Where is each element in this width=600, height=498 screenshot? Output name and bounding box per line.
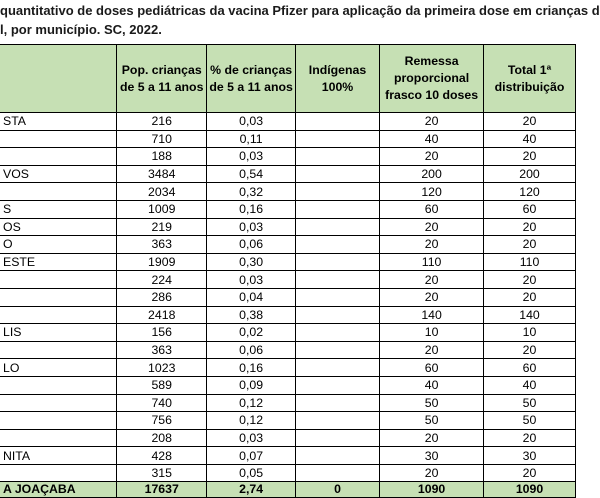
table-row: [0, 306, 576, 324]
total-remessa: 1090: [380, 482, 484, 498]
cell-remessa: 20: [380, 236, 484, 254]
cell-pct: 0,03: [207, 429, 296, 447]
cell-pop: 710: [117, 130, 207, 148]
cell-total: 200: [484, 165, 576, 183]
table-header: [0, 45, 576, 113]
cell-municipio: [0, 148, 117, 166]
cell-municipio: LO: [0, 359, 117, 377]
cell-total: 40: [484, 376, 576, 394]
cell-total: 20: [484, 271, 576, 289]
cell-pct: 0,03: [207, 148, 296, 166]
cell-indigenas: [295, 218, 379, 236]
cell-pop: 286: [117, 288, 207, 306]
cell-remessa: 110: [380, 253, 484, 271]
cell-pop: 1909: [117, 253, 207, 271]
cell-municipio: [0, 306, 117, 324]
total-municipio: A JOAÇABA: [0, 482, 117, 498]
cell-indigenas: [295, 236, 379, 254]
cell-remessa: 120: [380, 183, 484, 201]
cell-municipio: OS: [0, 218, 117, 236]
cell-total: 60: [484, 200, 576, 218]
cell-pop: 156: [117, 324, 207, 342]
cell-pop: 188: [117, 148, 207, 166]
table-row: [0, 464, 576, 482]
cell-remessa: 20: [380, 341, 484, 359]
cell-total: 140: [484, 306, 576, 324]
cell-total: 20: [484, 464, 576, 482]
cell-pop: 756: [117, 412, 207, 430]
cell-remessa: 200: [380, 165, 484, 183]
cell-pct: 0,06: [207, 341, 296, 359]
cell-total: 20: [484, 288, 576, 306]
total-pop: 17637: [117, 482, 207, 498]
table-footer: [0, 482, 576, 498]
cell-indigenas: [295, 253, 379, 271]
cell-remessa: 20: [380, 288, 484, 306]
cell-remessa: 40: [380, 376, 484, 394]
cell-total: 60: [484, 359, 576, 377]
cell-pop: 363: [117, 236, 207, 254]
cell-municipio: O: [0, 236, 117, 254]
cell-pct: 0,38: [207, 306, 296, 324]
cell-indigenas: [295, 394, 379, 412]
cell-indigenas: [295, 447, 379, 465]
table-container: [0, 44, 580, 497]
table-row: [0, 218, 576, 236]
table-body: [0, 113, 576, 482]
cell-indigenas: [295, 148, 379, 166]
cell-total: 110: [484, 253, 576, 271]
cell-remessa: 140: [380, 306, 484, 324]
cell-indigenas: [295, 306, 379, 324]
table-row: [0, 324, 576, 342]
cell-total: 20: [484, 236, 576, 254]
cell-total: 10: [484, 324, 576, 342]
cell-total: 50: [484, 412, 576, 430]
cell-pop: 428: [117, 447, 207, 465]
cell-pop: 3484: [117, 165, 207, 183]
table-row: [0, 429, 576, 447]
cell-municipio: [0, 183, 117, 201]
cell-pop: 224: [117, 271, 207, 289]
cell-indigenas: [295, 464, 379, 482]
cell-pct: 0,05: [207, 464, 296, 482]
cell-total: 20: [484, 341, 576, 359]
cell-remessa: 20: [380, 113, 484, 131]
total-indigenas: 0: [295, 482, 379, 498]
cell-pct: 0,54: [207, 165, 296, 183]
cell-pct: 0,09: [207, 376, 296, 394]
table-row: [0, 253, 576, 271]
cell-municipio: [0, 376, 117, 394]
cell-remessa: 50: [380, 412, 484, 430]
cell-pop: 2034: [117, 183, 207, 201]
cell-municipio: [0, 288, 117, 306]
cell-pop: 1009: [117, 200, 207, 218]
cell-pct: 0,30: [207, 253, 296, 271]
table-row: [0, 288, 576, 306]
table-row: [0, 200, 576, 218]
cell-remessa: 40: [380, 130, 484, 148]
cell-municipio: [0, 412, 117, 430]
cell-indigenas: [295, 183, 379, 201]
cell-pop: 315: [117, 464, 207, 482]
cell-municipio: ESTE: [0, 253, 117, 271]
cell-total: 20: [484, 429, 576, 447]
cell-total: 20: [484, 218, 576, 236]
cell-indigenas: [295, 376, 379, 394]
cell-remessa: 20: [380, 429, 484, 447]
cell-remessa: 20: [380, 271, 484, 289]
table-row: [0, 271, 576, 289]
cell-pop: 363: [117, 341, 207, 359]
cell-total: 120: [484, 183, 576, 201]
total-pct: 2,74: [207, 482, 296, 498]
cell-remessa: 20: [380, 148, 484, 166]
cell-municipio: LIS: [0, 324, 117, 342]
doses-table: [0, 44, 576, 498]
table-row: [0, 165, 576, 183]
cell-pop: 208: [117, 429, 207, 447]
cell-remessa: 30: [380, 447, 484, 465]
cell-total: 20: [484, 148, 576, 166]
cell-total: 20: [484, 113, 576, 131]
table-row: [0, 148, 576, 166]
table-row: [0, 359, 576, 377]
cell-pop: 740: [117, 394, 207, 412]
caption-line-1: quantitativo de doses pediátricas da vacina Pfizer para aplicação da primeira dose em crianças d: [0, 3, 600, 18]
cell-municipio: [0, 341, 117, 359]
table-row: [0, 376, 576, 394]
total-distribuicao: 1090: [484, 482, 576, 498]
cell-municipio: S: [0, 200, 117, 218]
cell-municipio: [0, 271, 117, 289]
cell-pop: 219: [117, 218, 207, 236]
cell-indigenas: [295, 113, 379, 131]
header-total: Total 1ª distribuição: [484, 45, 576, 113]
cell-remessa: 60: [380, 200, 484, 218]
cell-municipio: VOS: [0, 165, 117, 183]
caption-line-2: l, por município. SC, 2022.: [0, 22, 162, 37]
cell-indigenas: [295, 200, 379, 218]
table-row: [0, 394, 576, 412]
table-row: [0, 130, 576, 148]
cell-pop: 589: [117, 376, 207, 394]
cell-municipio: STA: [0, 113, 117, 131]
table-row: [0, 113, 576, 131]
cell-indigenas: [295, 165, 379, 183]
cell-pct: 0,16: [207, 359, 296, 377]
cell-pct: 0,16: [207, 200, 296, 218]
cell-indigenas: [295, 412, 379, 430]
cell-total: 30: [484, 447, 576, 465]
cell-indigenas: [295, 288, 379, 306]
cell-pct: 0,06: [207, 236, 296, 254]
cell-indigenas: [295, 324, 379, 342]
header-municipio: [0, 45, 117, 113]
cell-total: 40: [484, 130, 576, 148]
table-row: [0, 447, 576, 465]
table-row: [0, 412, 576, 430]
cell-pct: 0,03: [207, 113, 296, 131]
header-pop: Pop. crianças de 5 a 11 anos: [117, 45, 207, 113]
total-row: [0, 482, 576, 498]
cell-pop: 1023: [117, 359, 207, 377]
cell-remessa: 60: [380, 359, 484, 377]
cell-municipio: [0, 429, 117, 447]
cell-total: 50: [484, 394, 576, 412]
cell-pct: 0,12: [207, 394, 296, 412]
table-row: [0, 183, 576, 201]
header-row: [0, 45, 576, 113]
cell-pop: 216: [117, 113, 207, 131]
cell-municipio: [0, 130, 117, 148]
cell-pct: 0,11: [207, 130, 296, 148]
cell-municipio: NITA: [0, 447, 117, 465]
cell-pct: 0,03: [207, 218, 296, 236]
cell-pct: 0,02: [207, 324, 296, 342]
cell-pct: 0,04: [207, 288, 296, 306]
cell-remessa: 10: [380, 324, 484, 342]
header-pct: % de crianças de 5 a 11 anos: [207, 45, 296, 113]
cell-municipio: [0, 464, 117, 482]
cell-pop: 2418: [117, 306, 207, 324]
table-caption: [0, 0, 600, 44]
header-indigenas: Indígenas 100%: [295, 45, 379, 113]
cell-indigenas: [295, 359, 379, 377]
cell-indigenas: [295, 429, 379, 447]
cell-pct: 0,07: [207, 447, 296, 465]
cell-remessa: 20: [380, 464, 484, 482]
cell-indigenas: [295, 341, 379, 359]
table-row: [0, 236, 576, 254]
cell-pct: 0,03: [207, 271, 296, 289]
cell-municipio: [0, 394, 117, 412]
cell-pct: 0,12: [207, 412, 296, 430]
cell-indigenas: [295, 271, 379, 289]
cell-remessa: 20: [380, 218, 484, 236]
cell-indigenas: [295, 130, 379, 148]
table-row: [0, 341, 576, 359]
cell-remessa: 50: [380, 394, 484, 412]
cell-pct: 0,32: [207, 183, 296, 201]
header-remessa: Remessa proporcional frasco 10 doses: [380, 45, 484, 113]
